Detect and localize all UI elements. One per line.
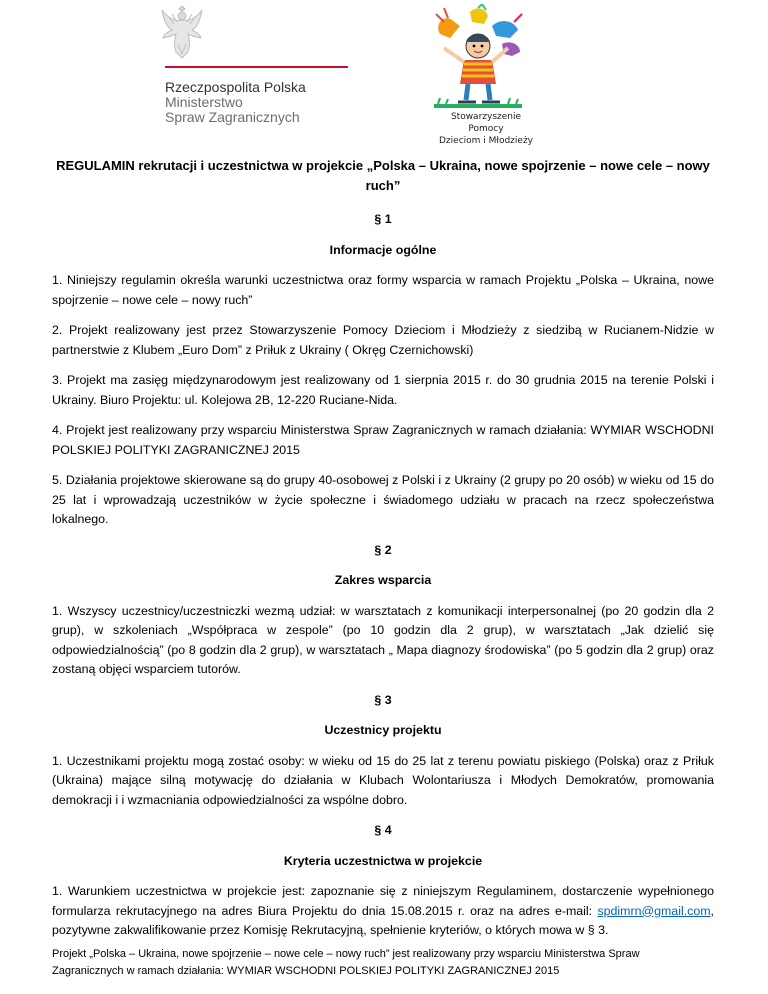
- section-4: [52, 821, 714, 941]
- section-4-heading: Kryteria uczestnictwa w projekcie: [283, 853, 483, 868]
- section-2-heading: Zakres wsparcia: [334, 573, 432, 587]
- section-4-text-before-email: 1. Warunkiem uczestnictwa w projekcie jest: zapoznanie się z niniejszym Regulaminem, dostarczenie wypełnionego formularza rekrutacyjnego na adres Biura Projektu do dnia 15.08.2015 r. oraz na adres e-mail:: [52, 884, 714, 918]
- section-4-text-after-email: , pozytywne zakwalifikowanie przez Komisję Rekrutacyjną, spełnienie kryteriów, o których mowa w § 3.: [52, 903, 714, 937]
- ministry-line-2: Ministerstwo: [165, 94, 243, 110]
- page-footer: Projekt „Polska – Ukraina, nowe spojrzenie – nowe cele – nowy ruch” jest realizowany przy wsparciu Ministerstwa Spraw Zagranicznych w ramach działania: WYMIAR WSCHODNI POLSKIEJ POLITYKI ZAGRANICZNEJ 2015: [52, 948, 640, 977]
- document-body: [52, 156, 714, 952]
- section-3-paragraph-1: 1. Uczestnikami projektu mogą zostać osoby: w wieku od 15 do 25 lat z terenu powiatu piskiego (Polska) oraz z Priłuk (Ukraina) mające silną motywację do działania w Klubach Wolontariusza i Młodych Demokratów, promowania demokracji i i wzmacniania odpowiedzialności za wspólne dobro.: [52, 753, 714, 807]
- association-name: [436, 111, 536, 147]
- section-2-paragraph-1: 1. Wszyscy uczestnicy/uczestniczki wezmą udział: w warsztatach z komunikacji interpersonalnej (po 20 godzin dla 2 grup), w szkoleniach „Współpraca w zespole” (po 10 godzin dla 2 grup), w warsztatach „Jak dzielić się odpowiedzialnością” (po 8 godzin dla 2 grup), w warsztatach „ Mapa diagnozy środowiska” (po 5 godzin dla 2 grup) oraz zostaną objęci wsparciem tutorów.: [52, 603, 714, 676]
- document-title: REGULAMIN rekrutacji i uczestnictwa w projekcie „Polska – Ukraina, nowe spojrzenie – nowe cele – nowy ruch”: [56, 158, 710, 193]
- section-4-sign: § 4: [374, 823, 392, 837]
- section-1-paragraph-3: 3. Projekt ma zasięg międzynarodowym jest realizowany od 1 sierpnia 2015 r. do 30 grudnia 2015 na terenie Polski i Ukrainy. Biuro Projektu: ul. Kolejowa 2B, 12-220 Ruciane-Nida.: [52, 373, 714, 407]
- section-1-heading: Informacje ogólne: [329, 242, 437, 257]
- polish-eagle-emblem-icon: [160, 4, 204, 60]
- ministry-line-1: Rzeczpospolita Polska: [165, 79, 306, 95]
- association-line-2: Dzieciom i Młodzieży: [439, 136, 533, 146]
- email-link[interactable]: spdimrn@gmail.com: [597, 903, 711, 918]
- section-4-paragraph-1: [52, 882, 714, 941]
- ministry-line-3: Spraw Zagranicznych: [165, 109, 300, 125]
- page-header: [0, 0, 768, 150]
- section-2-sign: § 2: [374, 542, 392, 557]
- section-1-sign: § 1: [374, 212, 392, 226]
- section-2: [52, 541, 714, 680]
- section-1-paragraph-2: 2. Projekt realizowany jest przez Stowarzyszenie Pomocy Dzieciom i Młodzieży z siedzibą w Rucianem-Nidzie w partnerstwie z Klubem „Euro Dom” z Priłuk z Ukrainy ( Okręg Czernichowski): [52, 323, 714, 357]
- section-3-heading: Uczestnicy projektu: [324, 723, 442, 737]
- section-1: [52, 210, 714, 530]
- section-1-paragraph-5: 5. Działania projektowe skierowane są do grupy 40-osobowej z Polski i z Ukrainy (2 grupy po 20 osób) w wieku od 15 do 25 lat i wprowadzają uczestników w życie społeczne i świadomego udziału w pracach na rzecz społeczeństwa lokalnego.: [52, 473, 714, 526]
- section-3-sign: § 3: [374, 692, 392, 707]
- section-3: [52, 691, 714, 811]
- section-1-paragraph-4: 4. Projekt jest realizowany przy wsparciu Ministerstwa Spraw Zagranicznych w ramach działania: WYMIAR WSCHODNI POLSKIEJ POLITYKI ZAGRANICZNEJ 2015: [52, 423, 714, 457]
- section-1-paragraph-1: 1. Niniejszy regulamin określa warunki uczestnictwa oraz formy wsparcia w ramach Projektu „Polska – Ukraina, nowe spojrzenie – nowe cele – nowy ruch”: [52, 273, 714, 307]
- association-line-1: Stowarzyszenie Pomocy: [450, 112, 522, 134]
- ministry-name: [165, 80, 306, 125]
- ministry-red-line: [165, 66, 348, 68]
- association-logo-icon: [430, 4, 526, 110]
